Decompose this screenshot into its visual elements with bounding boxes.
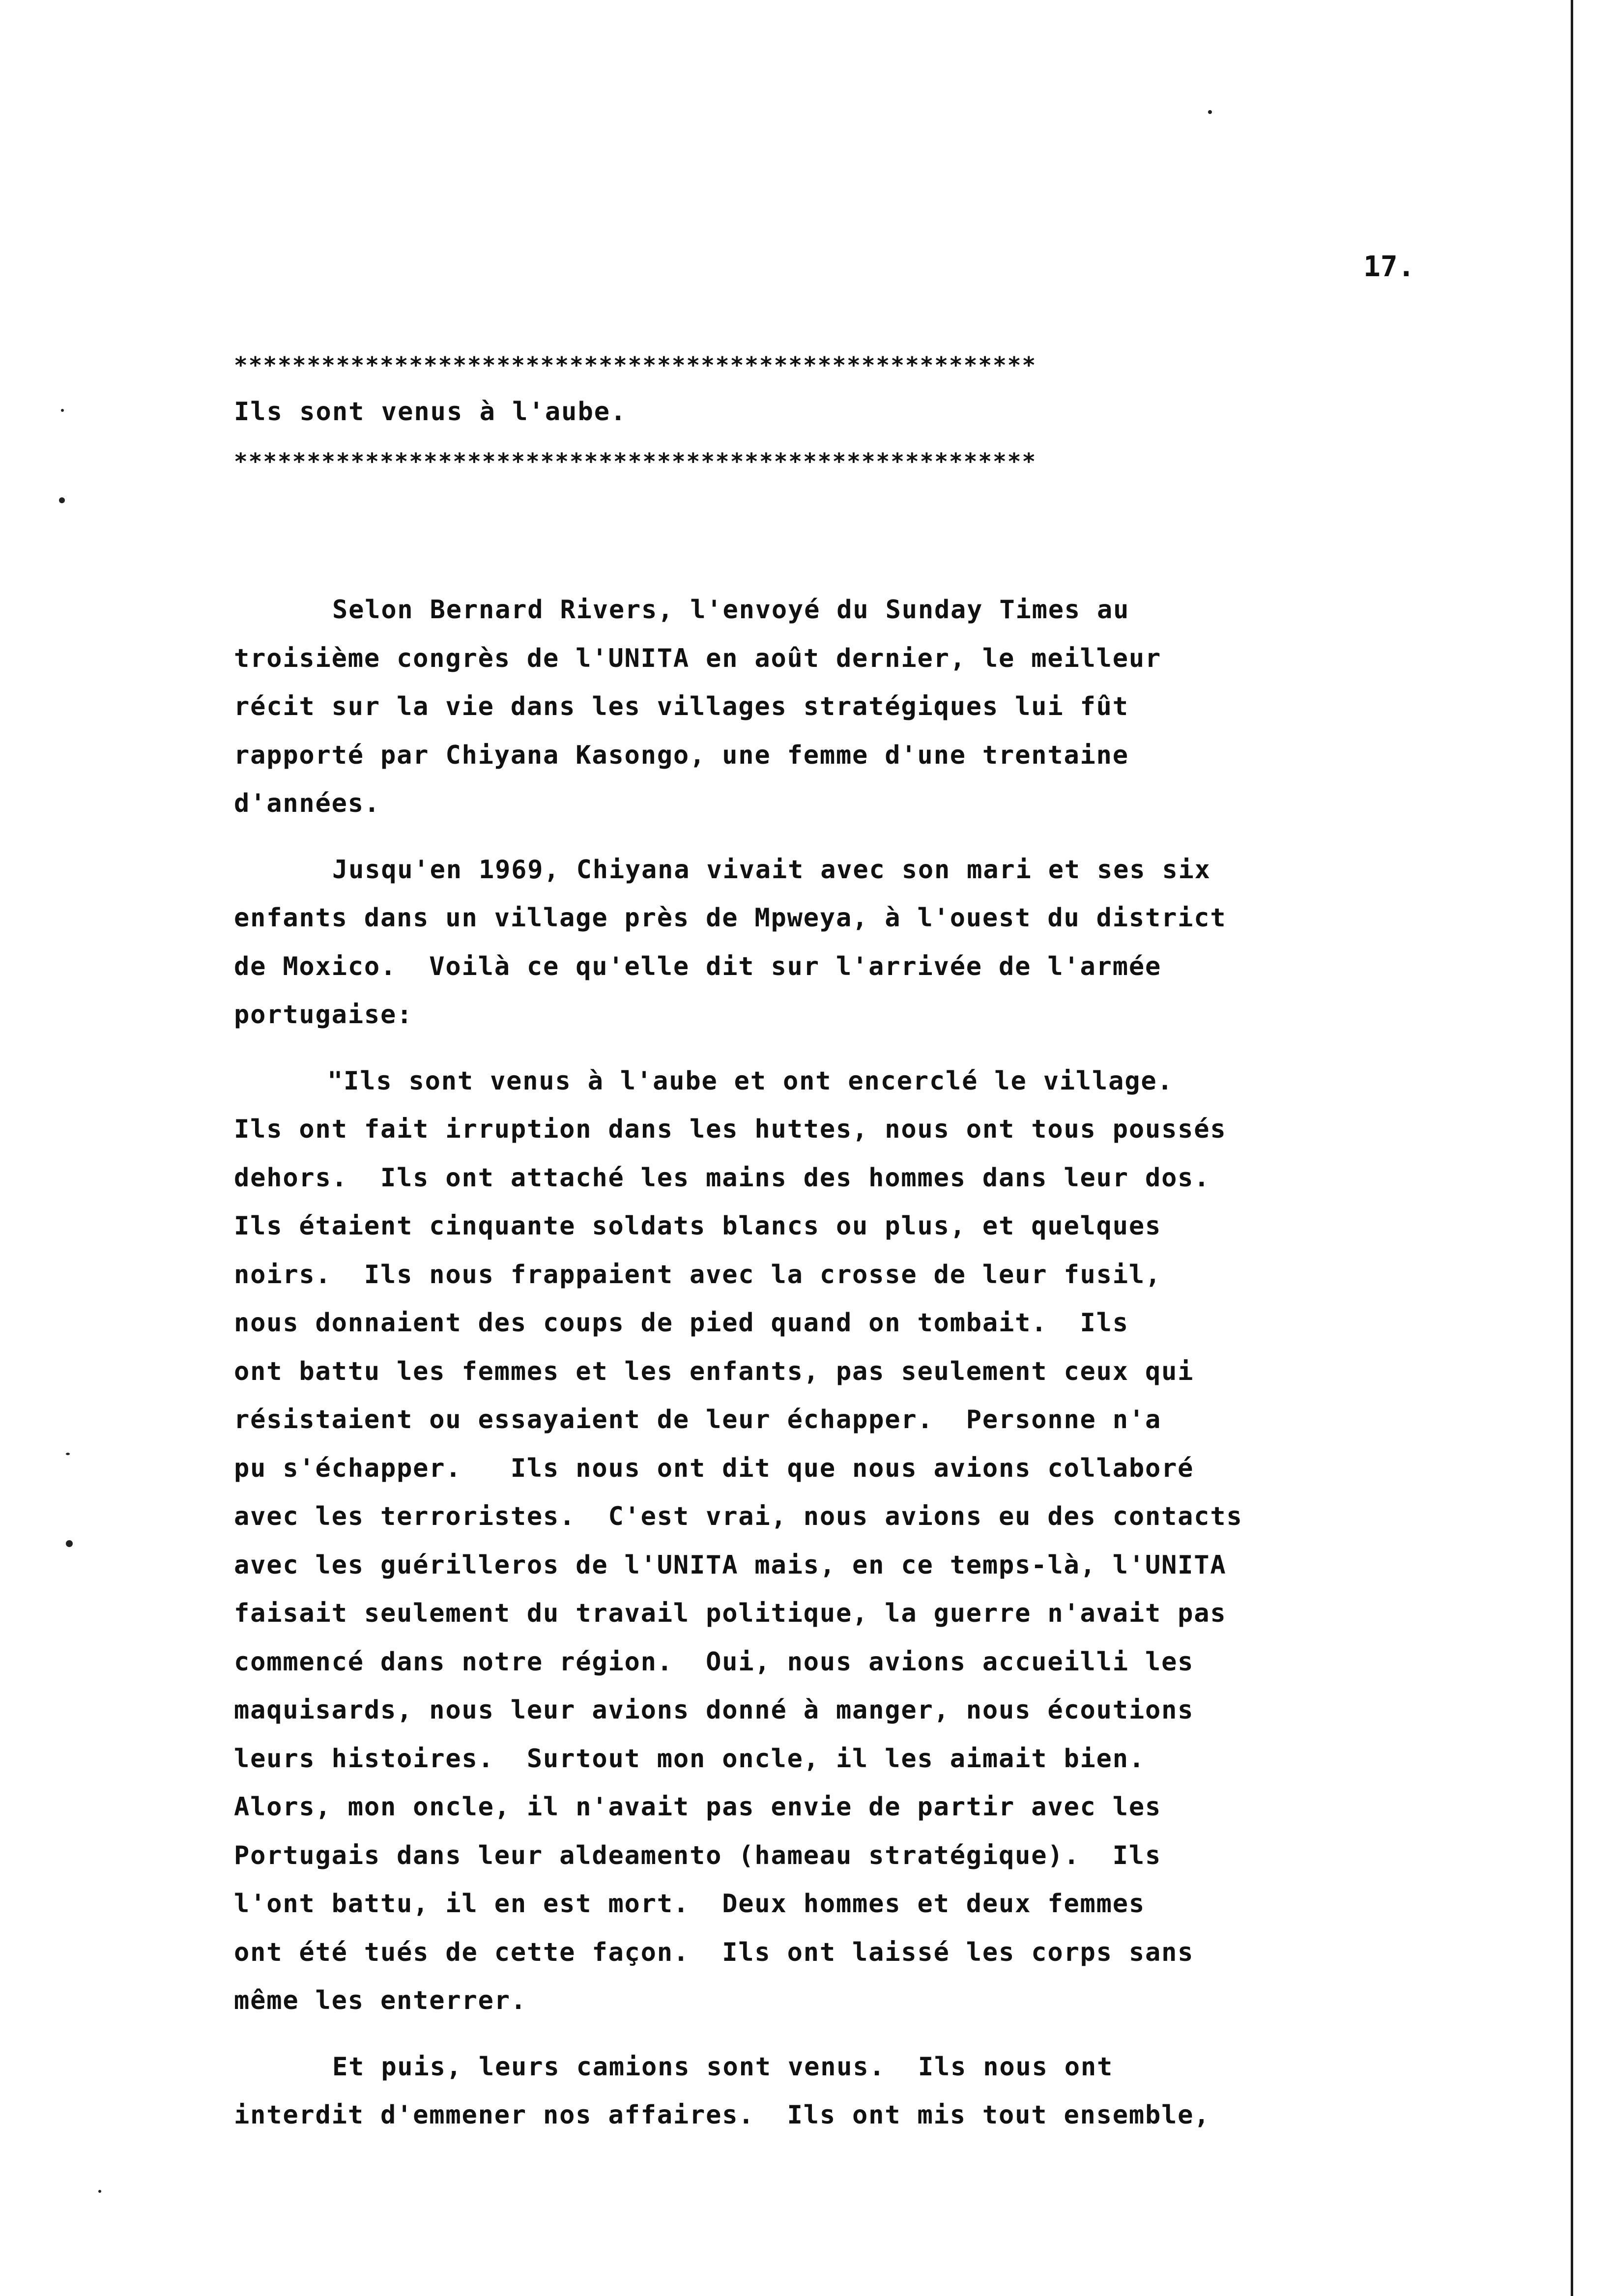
text-line: d'années. [234,789,380,818]
text-line: Selon Bernard Rivers, l'envoyé du Sunday Times au [332,595,1130,625]
text-line: nous donnaient des coups de pied quand on tombait. Ils [234,1308,1129,1338]
text-line: interdit d'emmener nos affaires. Ils ont mis tout ensemble, [234,2100,1210,2130]
scan-speck [66,1453,70,1455]
text-line: ont été tués de cette façon. Ils ont laissé les corps sans [234,1937,1194,1967]
text-line: Alors, mon oncle, il n'avait pas envie de partir avec les [234,1792,1162,1822]
scan-speck [59,497,65,503]
text-line: noirs. Ils nous frappaient avec la crosse de leur fusil, [234,1260,1162,1290]
text-line: avec les terroristes. C'est vrai, nous avions eu des contacts [234,1502,1243,1531]
text-line: faisait seulement du travail politique, la guerre n'avait pas [234,1599,1227,1628]
text-line: Portugais dans leur aldeamento (hameau stratégique). Ils [234,1840,1162,1870]
text-line: commencé dans notre région. Oui, nous avions accueilli les [234,1647,1194,1677]
text-line: rapporté par Chiyana Kasongo, une femme d'une trentaine [234,740,1129,770]
page-number: 17. [1363,250,1415,283]
text-line: ont battu les femmes et les enfants, pas seulement ceux qui [234,1356,1194,1386]
text-line: Jusqu'en 1969, Chiyana vivait avec son mari et ses six [332,855,1211,885]
asterisk-rule-bottom: ******************************************************* [234,450,1037,473]
text-line: dehors. Ils ont attaché les mains des hommes dans leur dos. [234,1163,1210,1193]
text-line: portugaise: [234,1000,413,1030]
text-line: maquisards, nous leur avions donné à manger, nous écoutions [234,1695,1194,1725]
text-line: "Ils sont venus à l'aube et ont encerclé le village. [327,1066,1174,1096]
scan-speck [98,2190,101,2193]
text-line: Ils étaient cinquante soldats blancs ou plus, et quelques [234,1211,1162,1241]
text-line: troisième congrès de l'UNITA en août dernier, le meilleur [234,643,1162,673]
asterisk-rule-top: ******************************************************* [234,354,1037,376]
text-line: avec les guérilleros de l'UNITA mais, en ce temps-là, l'UNITA [234,1550,1227,1580]
text-line: Et puis, leurs camions sont venus. Ils nous ont [332,2052,1114,2082]
text-line: Ils ont fait irruption dans les huttes, nous ont tous poussés [234,1115,1227,1144]
text-line: l'ont battu, il en est mort. Deux hommes et deux femmes [234,1889,1145,1919]
text-line: leurs histoires. Surtout mon oncle, il les aimait bien. [234,1744,1145,1774]
scan-speck [61,409,64,412]
text-line: résistaient ou essayaient de leur échapper. Personne n'a [234,1405,1162,1435]
text-line: de Moxico. Voilà ce qu'elle dit sur l'arrivée de l'armée [234,951,1162,981]
section-title: Ils sont venus à l'aube. [234,397,627,427]
text-line: enfants dans un village près de Mpweya, à l'ouest du district [234,903,1227,933]
text-line: pu s'échapper. Ils nous ont dit que nous avions collaboré [234,1453,1194,1483]
article-body [234,586,1522,2140]
text-line: même les enterrer. [234,1986,527,2015]
page-edge-line [1571,0,1573,2296]
scan-speck [1208,110,1212,114]
text-line: récit sur la vie dans les villages stratégiques lui fût [234,692,1129,721]
scan-speck [66,1540,73,1547]
